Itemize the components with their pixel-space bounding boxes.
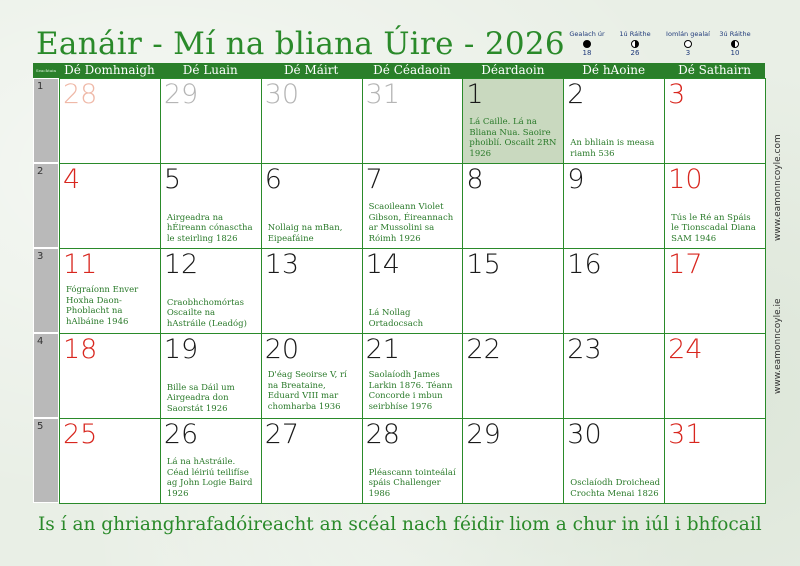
day-number: 9 — [567, 164, 585, 195]
moon-phase — [610, 30, 660, 57]
day-cell — [59, 418, 161, 504]
event-note: Tús le Ré an Spáis le Tionscadal Diana SAM 1946 — [671, 212, 756, 244]
day-number: 7 — [365, 164, 383, 195]
day-number: 14 — [365, 249, 400, 280]
week-number: 3 — [37, 251, 44, 262]
day-number: 30 — [264, 79, 300, 110]
day-cell — [362, 78, 464, 164]
day-cell — [664, 333, 766, 419]
event-note: Saolaíodh James Larkin 1876. Téann Concorde i mbun seirbhíse 1976 — [368, 370, 453, 412]
day-number: 12 — [163, 249, 199, 280]
event-note: Nollaig na mBan, Eipeafáine — [267, 223, 343, 244]
day-cell — [160, 163, 262, 249]
day-cell — [59, 163, 161, 249]
day-cell — [362, 248, 464, 334]
day-number: 26 — [163, 419, 199, 450]
event-note: Scaoileann Violet Gibson, Éireannach ar Mussolini sa Róimh 1926 — [368, 202, 454, 244]
week-number: 1 — [37, 81, 44, 92]
motto: Is í an ghrianghrafadóireacht an scéal nach féidir liom a chur in iúl i bhfocail — [38, 514, 762, 535]
day-header: Dé Domhnaigh — [59, 63, 160, 78]
day-header: Dé Máirt — [261, 63, 362, 78]
day-number: 28 — [365, 419, 400, 450]
day-cell — [59, 333, 161, 419]
calendar-grid — [33, 63, 765, 503]
side-url-bottom: www.eamonncoyle.ie — [773, 298, 783, 394]
day-cell — [261, 248, 363, 334]
day-header: Dé Sathairn — [664, 63, 765, 78]
moon-phase-label: Iomlán gealaí — [666, 30, 710, 38]
day-cell — [563, 248, 665, 334]
day-cell — [563, 78, 665, 164]
day-number: 30 — [567, 419, 602, 450]
day-number: 28 — [63, 79, 98, 110]
day-number: 31 — [365, 79, 400, 110]
day-cell — [59, 78, 161, 164]
week-column-header: Seachtain — [33, 63, 59, 78]
first-quarter-moon-icon — [631, 40, 639, 48]
event-note: Craobhchomórtas Oscailte na hAstráile (Leadóg) — [166, 297, 247, 329]
day-number: 1 — [466, 79, 484, 110]
day-number: 10 — [668, 164, 703, 195]
day-number: 21 — [365, 334, 400, 365]
event-note: Osclaíodh Droichead Crochta Menai 1826 — [570, 478, 661, 499]
moon-phase-label: 3ú Ráithe — [719, 30, 751, 38]
week-number-cell — [33, 418, 59, 503]
event-note: Airgeadra na hÉireann cónasctha le steirling 1826 — [166, 212, 253, 244]
moon-phase — [562, 30, 612, 57]
event-note: Bille sa Dáil um Airgeadra don Saorstát 1926 — [166, 382, 235, 414]
day-number: 15 — [466, 249, 501, 280]
moon-phases — [570, 30, 765, 62]
week-number: 5 — [37, 421, 44, 432]
page-title: Eanáir - Mí na bliana Úire - 2026 — [36, 26, 565, 62]
day-number: 16 — [567, 249, 602, 280]
day-number: 25 — [63, 419, 98, 450]
day-number: 23 — [567, 334, 602, 365]
day-number: 3 — [668, 79, 686, 110]
day-cell — [462, 163, 564, 249]
moon-phase — [663, 30, 713, 57]
day-number: 27 — [264, 419, 300, 450]
day-cell — [362, 333, 464, 419]
day-cell — [664, 418, 766, 504]
day-cell — [462, 418, 564, 504]
day-number: 20 — [264, 334, 300, 365]
event-note: Fógraíonn Enver Hoxha Daon-Phoblacht na hAlbáine 1946 — [66, 285, 139, 327]
new-moon-icon — [583, 40, 591, 48]
last-quarter-moon-icon — [731, 40, 739, 48]
day-cell — [362, 163, 464, 249]
moon-phase-label: 1ú Ráithe — [619, 30, 651, 38]
moon-phase-label: Gealach úr — [569, 30, 605, 38]
day-number: 24 — [668, 334, 703, 365]
event-note: D'éag Seoirse V, rí na Breataine, Eduard VIII mar chomharba 1936 — [267, 370, 347, 412]
day-number: 11 — [63, 249, 98, 280]
week-number-cell — [33, 163, 59, 248]
day-cell — [59, 248, 161, 334]
day-cell — [563, 333, 665, 419]
week-number: 4 — [37, 336, 44, 347]
day-cell — [664, 163, 766, 249]
week-number-cell — [33, 78, 59, 163]
day-cell — [261, 163, 363, 249]
day-number: 22 — [466, 334, 501, 365]
day-number: 17 — [668, 249, 703, 280]
event-note: Lá Caille. Lá na Bliana Nua. Saoire phoiblí. Oscailt 2RN 1926 — [469, 117, 557, 159]
full-moon-icon — [684, 40, 692, 48]
day-cell — [261, 78, 363, 164]
day-number: 29 — [466, 419, 501, 450]
day-cell — [664, 78, 766, 164]
side-url-top: www.eamonncoyle.com — [773, 134, 783, 241]
day-header: Déardaoin — [462, 63, 563, 78]
moon-phase-date: 26 — [630, 49, 640, 57]
week-number-cell — [33, 248, 59, 333]
day-cell — [261, 333, 363, 419]
day-number: 4 — [63, 164, 81, 195]
moon-phase-date: 18 — [582, 49, 592, 57]
day-cell — [462, 333, 564, 419]
day-number: 31 — [668, 419, 703, 450]
moon-phase — [710, 30, 760, 57]
day-number: 8 — [466, 164, 484, 195]
day-number: 29 — [163, 79, 199, 110]
day-number: 19 — [163, 334, 199, 365]
event-note: Lá na hAstráile. Céad léiriú teilifíse ag John Logie Baird 1926 — [166, 457, 253, 499]
day-cell — [160, 78, 262, 164]
day-cell — [462, 248, 564, 334]
moon-phase-date: 10 — [730, 49, 740, 57]
event-note: Lá Nollag Ortadocsach — [368, 308, 424, 329]
moon-phase-date: 3 — [685, 49, 691, 57]
day-header: Dé hAoine — [563, 63, 664, 78]
day-number: 18 — [63, 334, 98, 365]
day-number: 6 — [264, 164, 282, 195]
day-cell — [664, 248, 766, 334]
day-number: 5 — [163, 164, 182, 195]
event-note: Pléascann tointeálaí spáis Challenger 1986 — [368, 467, 456, 499]
day-cell — [160, 248, 262, 334]
day-cell — [261, 418, 363, 504]
day-number: 13 — [264, 249, 300, 280]
day-header: Dé Luain — [160, 63, 261, 78]
day-number: 2 — [567, 79, 585, 110]
event-note: An bhliain is measa riamh 536 — [570, 138, 655, 159]
day-cell — [563, 163, 665, 249]
day-cell — [462, 78, 564, 164]
day-cell — [160, 333, 262, 419]
week-number-cell — [33, 333, 59, 418]
day-header: Dé Céadaoin — [362, 63, 463, 78]
day-cell — [563, 418, 665, 504]
day-cell — [362, 418, 464, 504]
day-cell — [160, 418, 262, 504]
week-number: 2 — [37, 166, 44, 177]
